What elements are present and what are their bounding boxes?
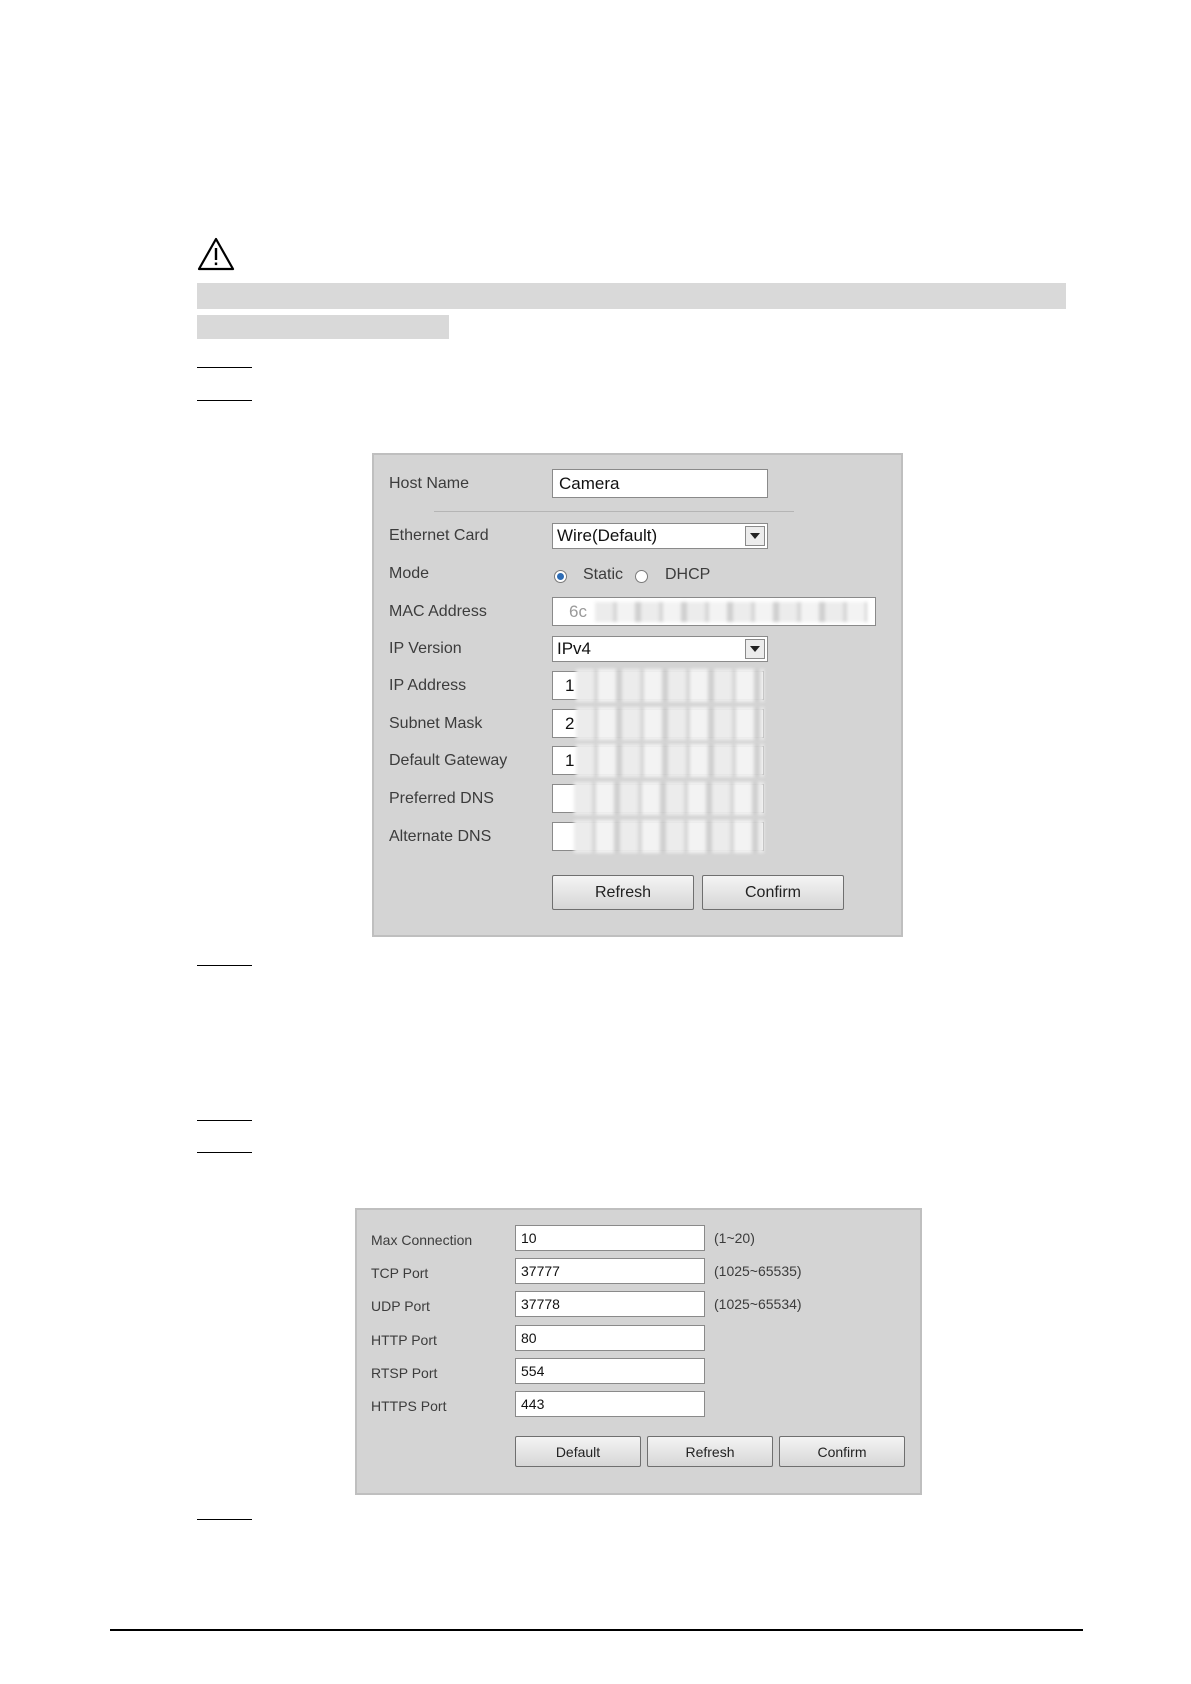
chevron-down-icon[interactable]: [745, 526, 765, 546]
mac-address-field: [552, 597, 876, 626]
tcp-port-input[interactable]: 37777: [515, 1258, 705, 1284]
refresh-button[interactable]: Refresh: [647, 1436, 773, 1467]
mode-static-label: Static: [583, 566, 624, 583]
subnet-mask-label: Subnet Mask: [389, 715, 483, 732]
step-marker: [197, 1152, 252, 1153]
https-port-input[interactable]: 443: [515, 1391, 705, 1417]
ip-version-value: IPv4: [557, 639, 592, 658]
warning-triangle-icon: [196, 236, 236, 272]
host-name-input[interactable]: Camera: [552, 469, 768, 498]
ethernet-card-select[interactable]: [552, 523, 768, 549]
mode-label: Mode: [389, 565, 430, 582]
rtsp-port-input[interactable]: 554: [515, 1358, 705, 1384]
tcp-port-range: (1025~65535): [714, 1263, 802, 1279]
redacted-mask: [595, 602, 867, 622]
redacted-mask: [574, 782, 764, 815]
preferred-dns-label: Preferred DNS: [389, 790, 494, 807]
default-button[interactable]: Default: [515, 1436, 641, 1467]
max-connection-input[interactable]: 10: [515, 1225, 705, 1251]
ip-address-label: IP Address: [389, 677, 467, 694]
warning-text-redacted-2: [197, 315, 449, 339]
mode-static-radio[interactable]: [554, 570, 567, 583]
ip-address-value: 1: [565, 675, 575, 695]
mac-address-value: 6c: [569, 601, 587, 621]
step-marker: [197, 965, 252, 966]
udp-port-range: (1025~65534): [714, 1296, 802, 1312]
tcpip-settings-panel: [372, 453, 903, 937]
mode-dhcp-label: DHCP: [665, 566, 711, 583]
ethernet-card-label: Ethernet Card: [389, 527, 489, 544]
alternate-dns-label: Alternate DNS: [389, 828, 492, 845]
divider: [434, 511, 794, 512]
host-name-label: Host Name: [389, 475, 470, 492]
mac-address-label: MAC Address: [389, 603, 487, 620]
http-port-label: HTTP Port: [371, 1332, 437, 1348]
step-marker: [197, 400, 252, 401]
tcp-port-label: TCP Port: [371, 1265, 429, 1281]
max-connection-label: Max Connection: [371, 1232, 473, 1248]
mode-dhcp-radio[interactable]: [635, 570, 648, 583]
step-marker: [197, 1519, 252, 1520]
redacted-mask: [576, 707, 764, 740]
default-gateway-label: Default Gateway: [389, 752, 508, 769]
max-connection-range: (1~20): [714, 1230, 755, 1246]
redacted-mask: [574, 820, 764, 853]
subnet-mask-value: 2: [565, 713, 575, 733]
confirm-button[interactable]: Confirm: [779, 1436, 905, 1467]
ethernet-card-value: Wire(Default): [557, 526, 658, 545]
chevron-down-icon[interactable]: [745, 639, 765, 659]
confirm-button[interactable]: Confirm: [702, 875, 844, 910]
footer-rule: [110, 1629, 1083, 1631]
udp-port-label: UDP Port: [371, 1298, 430, 1314]
redacted-mask: [576, 669, 764, 702]
port-settings-panel: [355, 1208, 922, 1495]
default-gateway-value: 1: [565, 750, 575, 770]
http-port-input[interactable]: 80: [515, 1325, 705, 1351]
udp-port-input[interactable]: 37778: [515, 1291, 705, 1317]
redacted-mask: [576, 744, 764, 777]
step-marker: [197, 367, 252, 368]
ip-version-label: IP Version: [389, 640, 462, 657]
rtsp-port-label: RTSP Port: [371, 1365, 438, 1381]
warning-text-redacted: [197, 283, 1066, 309]
https-port-label: HTTPS Port: [371, 1398, 447, 1414]
step-marker: [197, 1120, 252, 1121]
refresh-button[interactable]: Refresh: [552, 875, 694, 910]
ip-version-select[interactable]: [552, 636, 768, 662]
